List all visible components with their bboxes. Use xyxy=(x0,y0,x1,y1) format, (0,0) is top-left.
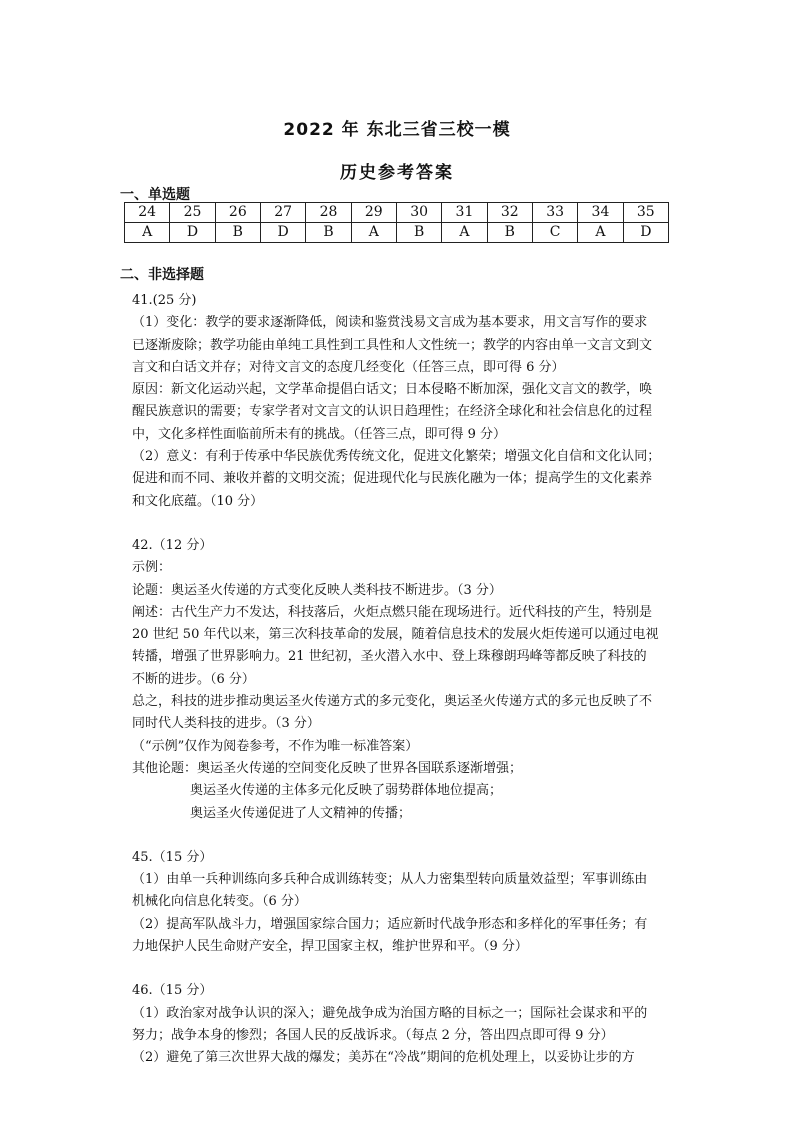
answer-cell: C xyxy=(532,223,577,243)
text-line: 转播，增强了世界影响力。21 世纪初，圣火潜入水中、登上珠穆朗玛峰等都反映了科技的 xyxy=(132,649,647,665)
text-line: 努力；战争本身的惨烈；各国人民的反战诉求。（每点 2 分，答出四点即可得 9 分） xyxy=(132,1027,614,1043)
text-line: 45.（15 分） xyxy=(132,849,213,865)
text-line: 机械化向信息化转变。（6 分） xyxy=(132,894,307,910)
page-title: 2022 年 东北三省三校一模 xyxy=(283,120,511,140)
text-line: 和文化底蕴。（10 分） xyxy=(132,493,264,509)
question-number-cell: 28 xyxy=(306,203,351,223)
text-line: 言文和白话文并存；对待文言文的态度几经变化（任答三点，即可得 6 分） xyxy=(132,359,565,375)
question-number-cell: 33 xyxy=(532,203,577,223)
text-line: 中，文化多样性面临前所未有的挑战。（任答三点，即可得 9 分） xyxy=(132,426,507,442)
text-line: 促进和而不同、兼收并蓄的文明交流；促进现代化与民族化融为一体；提高学生的文化素养 xyxy=(132,471,653,487)
question-number-cell: 31 xyxy=(442,203,487,223)
text-line: 阐述：古代生产力不发达，科技落后，火炬点燃只能在现场进行。近代科技的产生，特别是 xyxy=(132,604,653,620)
text-line: 奥运圣火传递促进了人文精神的传播； xyxy=(190,805,412,821)
question-number-cell: 34 xyxy=(578,203,623,223)
question-number-cell: 30 xyxy=(396,203,441,223)
answer-cell: A xyxy=(125,223,170,243)
text-line: 醒民族意识的需要；专家学者对文言文的认识日趋理性；在经济全球化和社会信息化的过程 xyxy=(132,404,653,420)
text-line: 已逐渐废除；教学功能由单纯工具性到工具性和人文性统一；教学的内容由单一文言文到文 xyxy=(132,337,653,353)
answer-cell: B xyxy=(306,223,351,243)
text-line: 不断的进步。（6 分） xyxy=(132,671,255,687)
text-line: 同时代人类科技的进步。（3 分） xyxy=(132,716,320,732)
answer-cell: D xyxy=(170,223,215,243)
section-heading-non-choice: 二、非选择题 xyxy=(120,267,204,283)
text-line: （1）政治家对战争认识的深入；避免战争成为治国方略的目标之一；国际社会谋求和平的 xyxy=(132,1005,648,1021)
text-line: 奥运圣火传递的主体多元化反映了弱势群体地位提高； xyxy=(190,783,503,799)
blank-line xyxy=(132,513,672,535)
question-number-cell: 27 xyxy=(260,203,305,223)
answer-cell: D xyxy=(623,223,668,243)
text-line: （1）变化：教学的要求逐渐降低，阅读和鉴赏浅易文言成为基本要求，用文言写作的要求 xyxy=(132,315,648,331)
text-line: 论题：奥运圣火传递的方式变化反映人类科技不断进步。（3 分） xyxy=(132,582,502,598)
text-line: 46.（15 分） xyxy=(132,983,213,999)
answer-cell: D xyxy=(260,223,305,243)
question-number-cell: 26 xyxy=(215,203,260,223)
answer-table xyxy=(124,202,669,243)
text-line: （2）避免了第三次世界大战的爆发；美苏在“冷战”期间的危机处理上，以妥协让步的方 xyxy=(132,1050,635,1066)
answer-cell: A xyxy=(351,223,396,243)
answer-body-text xyxy=(132,290,672,1070)
question-number-cell: 29 xyxy=(351,203,396,223)
answer-row xyxy=(125,223,669,243)
blank-line xyxy=(132,825,672,847)
question-number-cell: 32 xyxy=(487,203,532,223)
text-line: 其他论题：奥运圣火传递的空间变化反映了世界各国联系逐渐增强； xyxy=(132,760,523,776)
answer-cell: A xyxy=(442,223,487,243)
text-line: （“示例”仅作为阅卷参考，不作为唯一标准答案） xyxy=(132,738,419,754)
answer-cell: A xyxy=(578,223,623,243)
blank-line xyxy=(132,958,672,980)
text-line: 总之，科技的进步推动奥运圣火传递方式的多元变化，奥运圣火传递方式的多元也反映了不 xyxy=(132,694,653,710)
answer-cell: B xyxy=(215,223,260,243)
text-line: （2）意义：有利于传承中华民族优秀传统文化，促进文化繁荣；增强文化自信和文化认同； xyxy=(132,449,661,465)
text-line: 原因：新文化运动兴起，文学革命提倡白话文；日本侵略不断加深，强化文言文的教学，唤 xyxy=(132,382,653,398)
question-number-cell: 35 xyxy=(623,203,668,223)
question-number-cell: 25 xyxy=(170,203,215,223)
section-heading-single-choice: 一、单选题 xyxy=(120,187,190,203)
text-line: 力地保护人民生命财产安全，捍卫国家主权，维护世界和平。（9 分） xyxy=(132,939,528,955)
text-line: 41.(25 分) xyxy=(132,293,197,308)
text-line: 示例： xyxy=(132,560,172,576)
text-line: 42.（12 分） xyxy=(132,537,213,553)
question-number-cell: 24 xyxy=(125,203,170,223)
answer-cell: B xyxy=(396,223,441,243)
question-number-row xyxy=(125,203,669,223)
page-subtitle: 历史参考答案 xyxy=(340,163,454,183)
text-line: （2）提高军队战斗力，增强国家综合国力；适应新时代战争形态和多样化的军事任务；有 xyxy=(132,916,648,932)
answer-cell: B xyxy=(487,223,532,243)
text-line: 20 世纪 50 年代以来，第三次科技革命的发展，随着信息技术的发展火炬传递可以通过电视 xyxy=(132,627,659,643)
text-line: （1）由单一兵种训练向多兵种合成训练转变；从人力密集型转向质量效益型；军事训练由 xyxy=(132,872,648,888)
